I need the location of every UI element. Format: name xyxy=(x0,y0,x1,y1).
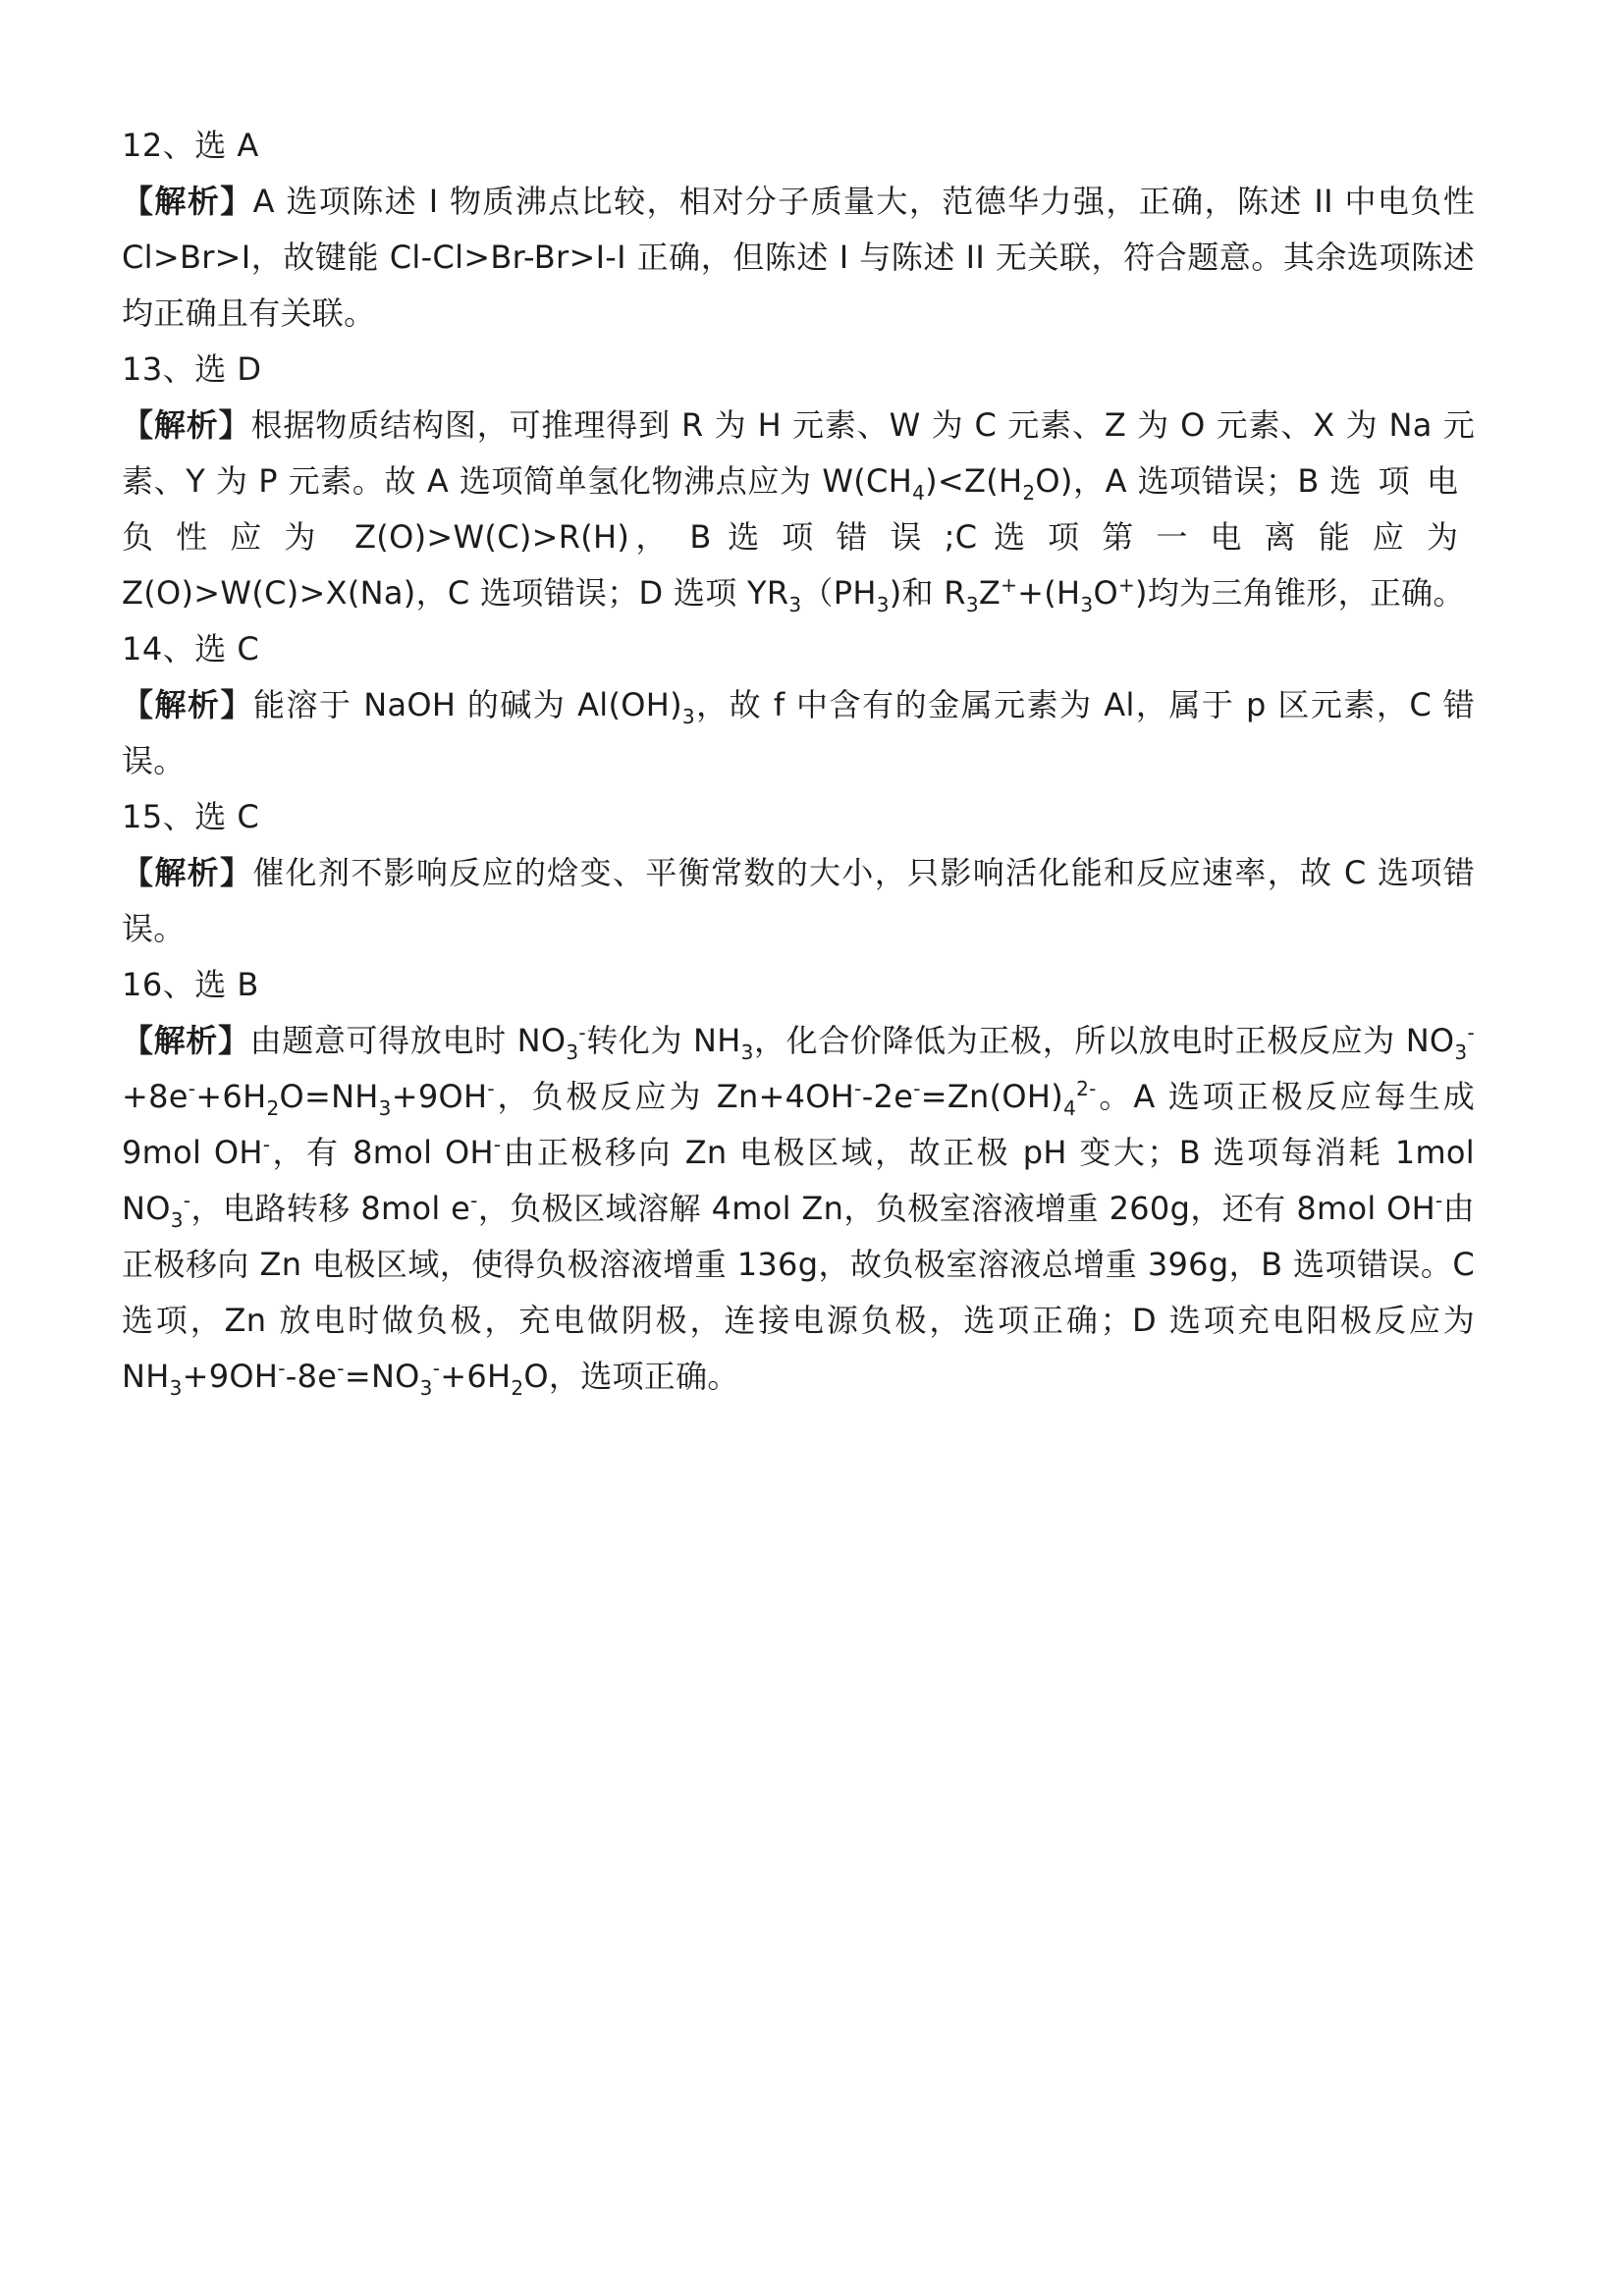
question-block xyxy=(122,789,1475,957)
explanation-tag: 【解析】 xyxy=(122,1022,250,1059)
text-run: 。A 选项正极反应每生成 9mol OH xyxy=(122,1078,1475,1171)
text-run: 由正极移向 Zn 电极区域，使得负极溶液增重 136g，故负极室溶液总增重 396g，B 选项错误。C 选项，Zn 放电时做负极，充电做阴极，连接电源负极，选项正确；D 选项充电阳极反应为 NH xyxy=(122,1190,1475,1395)
explanation-tag: 【解析】 xyxy=(122,854,253,891)
text-run: Z(O)>W(C)>R(H)， B xyxy=(338,518,729,556)
subscript-text: 3 xyxy=(419,1376,433,1400)
subscript-text: 3 xyxy=(740,1041,754,1064)
question-heading: 15、选 C xyxy=(122,798,260,835)
text-run: =NO xyxy=(344,1358,420,1395)
question-block xyxy=(122,118,1475,342)
text-run: +6H xyxy=(440,1358,512,1395)
spaced-text-run: 选项电负性应为 xyxy=(122,462,1475,556)
text-run: O=NH xyxy=(279,1078,379,1115)
subscript-text: 3 xyxy=(1454,1041,1468,1064)
text-run: 根据物质结构图，可推理得到 R 为 H 元素、W 为 C 元素、Z 为 O 元素、X 为 Na 元素、Y 为 P 元素。故 A 选项简单氢化物沸点应为 W(CH xyxy=(122,406,1476,500)
subscript-text: 4 xyxy=(1063,1096,1077,1120)
superscript-text: - xyxy=(1467,1021,1475,1044)
text-run: )和 R xyxy=(889,574,966,612)
subscript-text: 3 xyxy=(681,705,695,728)
text-run: Z xyxy=(978,574,1001,612)
text-run: O)，A 选项错误；B xyxy=(1035,462,1330,500)
text-run: +6H xyxy=(195,1078,267,1115)
text-run: 能溶于 NaOH 的碱为 Al(OH) xyxy=(253,686,682,723)
spaced-text-run: 选项第一电离能应为 xyxy=(994,518,1475,556)
question-heading: 14、选 C xyxy=(122,630,260,667)
subscript-text: 3 xyxy=(1080,593,1094,616)
answer-list xyxy=(122,118,1475,1405)
superscript-text: - xyxy=(432,1357,441,1380)
text-run: Z(O)>W(C)>X(Na)，C 选项错误；D 选项 YR xyxy=(122,574,789,612)
text-run: +(H xyxy=(1017,574,1081,612)
subscript-text: 3 xyxy=(876,593,890,616)
superscript-text: - xyxy=(854,1077,862,1100)
text-run: -2e xyxy=(861,1078,914,1115)
text-run: （PH xyxy=(801,574,877,612)
superscript-text: - xyxy=(337,1357,345,1380)
text-run: ;C xyxy=(944,518,994,556)
superscript-text: - xyxy=(913,1077,921,1100)
text-run: )<Z(H xyxy=(925,462,1023,500)
text-run: O，选项正确。 xyxy=(523,1358,739,1395)
subscript-text: 2 xyxy=(266,1096,280,1120)
text-run: 转化为 NH xyxy=(585,1022,741,1059)
explanation-tag: 【解析】 xyxy=(122,406,251,444)
text-run: -8e xyxy=(285,1358,338,1395)
superscript-text: - xyxy=(470,1189,478,1212)
explanation-paragraph xyxy=(122,174,1475,342)
text-run: 由正极移向 Zn 电极区域，故正极 pH 变大；B 选项每消耗 1mol NO xyxy=(122,1134,1475,1227)
subscript-text: 2 xyxy=(511,1376,524,1400)
text-run: +9OH xyxy=(182,1358,279,1395)
text-run: +8e xyxy=(122,1078,189,1115)
text-run: )均为三角锥形，正确。 xyxy=(1135,574,1465,612)
subscript-text: 3 xyxy=(788,593,802,616)
subscript-text: 2 xyxy=(1022,481,1036,505)
superscript-text: - xyxy=(188,1077,196,1100)
text-run: O xyxy=(1093,574,1118,612)
subscript-text: 4 xyxy=(912,481,926,505)
explanation-paragraph xyxy=(122,1013,1475,1405)
superscript-text: - xyxy=(1435,1189,1443,1212)
text-run: +9OH xyxy=(391,1078,488,1115)
question-heading: 16、选 B xyxy=(122,966,259,1003)
superscript-text: - xyxy=(278,1357,286,1380)
subscript-text: 3 xyxy=(378,1096,392,1120)
superscript-text: - xyxy=(487,1077,495,1100)
question-heading: 12、选 A xyxy=(122,127,259,164)
text-run: 催化剂不影响反应的焓变、平衡常数的大小，只影响活化能和反应速率，故 C 选项错误。 xyxy=(122,854,1476,947)
spaced-text-run: 选项错误 xyxy=(728,518,945,556)
text-run: ，故 f 中含有的金属元素为 Al，属于 p 区元素，C 错误。 xyxy=(122,686,1475,779)
subscript-text: 3 xyxy=(170,1208,184,1232)
superscript-text: - xyxy=(262,1133,271,1156)
text-run: ，电路转移 8mol e xyxy=(190,1190,471,1227)
explanation-paragraph xyxy=(122,677,1475,789)
question-block xyxy=(122,342,1475,621)
text-run: A 选项陈述 I 物质沸点比较，相对分子质量大，范德华力强，正确，陈述 II 中电负性 Cl>Br>I，故键能 Cl-Cl>Br-Br>I-I 正确，但陈述 I 与陈述 II 无关联，符合题意。其余选项陈述均正确且有关联。 xyxy=(122,183,1476,332)
question-block xyxy=(122,621,1475,789)
text-run: =Zn(OH) xyxy=(920,1078,1064,1115)
question-heading: 13、选 D xyxy=(122,350,262,388)
question-block xyxy=(122,957,1475,1405)
superscript-text: - xyxy=(493,1133,502,1156)
explanation-tag: 【解析】 xyxy=(122,686,254,723)
explanation-paragraph xyxy=(122,845,1475,957)
superscript-text: 2- xyxy=(1076,1077,1097,1100)
superscript-text: - xyxy=(578,1021,586,1044)
explanation-tag: 【解析】 xyxy=(122,183,253,220)
superscript-text: + xyxy=(1117,573,1135,597)
subscript-text: 3 xyxy=(566,1041,579,1064)
text-run: ，有 8mol OH xyxy=(270,1134,494,1171)
text-run: 由题意可得放电时 NO xyxy=(249,1022,567,1059)
subscript-text: 3 xyxy=(169,1376,183,1400)
text-run: ，负极反应为 Zn+4OH xyxy=(494,1078,855,1115)
superscript-text: + xyxy=(1001,573,1018,597)
subscript-text: 3 xyxy=(965,593,979,616)
superscript-text: - xyxy=(183,1189,191,1212)
text-run: ，化合价降低为正极，所以放电时正极反应为 NO xyxy=(753,1022,1455,1059)
text-run: ，负极区域溶解 4mol Zn，负极室溶液增重 260g，还有 8mol OH xyxy=(477,1190,1435,1227)
explanation-paragraph xyxy=(122,398,1475,621)
